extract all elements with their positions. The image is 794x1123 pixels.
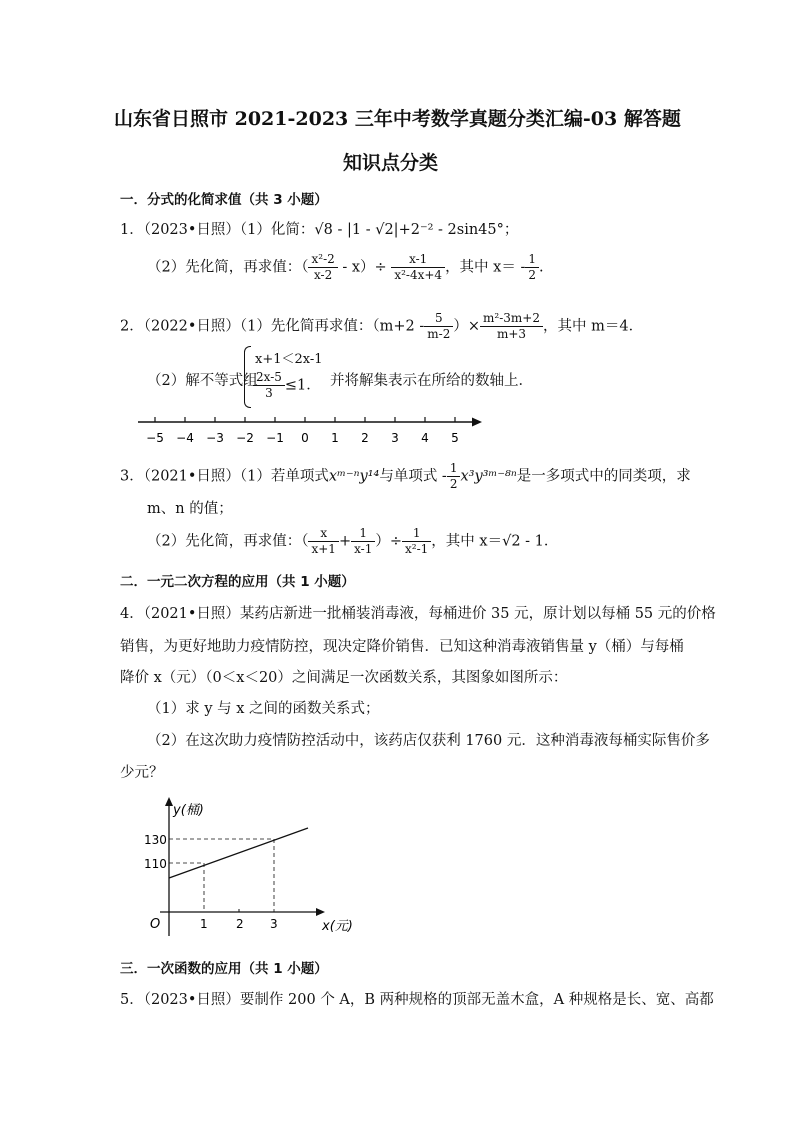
- q3-mid1: 与单项式 -: [379, 468, 447, 485]
- number-line-tick-label: 0: [301, 431, 309, 445]
- number-line-arrow: [472, 418, 482, 427]
- number-line-tick-label: −4: [176, 431, 194, 445]
- graph-x-label: x(元): [322, 919, 353, 934]
- q3-frac2: $\frac{1}{x-1}$: [351, 526, 375, 557]
- q4-line-4: （1）求 y 与 x 之间的函数关系式；: [147, 701, 380, 717]
- q1-line2: [147, 252, 544, 283]
- page-title-line2: 知识点分类: [343, 152, 439, 174]
- graph-y-arrow: [165, 797, 173, 806]
- q3-suffix2: ，其中 x＝√2 - 1．: [431, 533, 559, 550]
- number-line-tick-label: 2: [361, 431, 369, 445]
- q3-suffix1: 是一多项式中的同类项，求: [516, 468, 691, 485]
- number-line-tick-label: −1: [266, 431, 284, 445]
- q2-prefix: 2．（2022•日照）（1）先化简再求值：（m+2 -: [120, 318, 425, 335]
- q4-line-1: 4．（2021•日照）某药店新进一批桶装消毒液，每桶进价 35 元，原计划以每桶 55 元的价格: [120, 606, 716, 622]
- q4-line-6: 少元？: [120, 765, 164, 781]
- q3-frac3: $\frac{1}{\text{x²-1}}$: [402, 526, 431, 557]
- q1-part1-expr: √8 - |1 - √2|+2⁻² - 2sin45°；: [314, 222, 519, 238]
- q1-part2-prefix: （2）先化简，再求值：（: [147, 259, 309, 276]
- section-heading-2: 二．一元二次方程的应用（共 1 小题）: [120, 574, 355, 590]
- q2-ineq2-rest: ≤1．: [284, 377, 321, 394]
- number-line-tick-label: 3: [391, 431, 399, 445]
- q4-line-2: 销售，为更好地助力疫情防控，现决定降价销售．已知这种消毒液销售量 y（桶）与每桶: [120, 639, 684, 655]
- q1-value-frac: $\frac{1}{2}$: [525, 252, 539, 283]
- q1-end: .: [539, 259, 544, 276]
- q3-frac1: $\frac{x}{x+1}$: [308, 526, 338, 557]
- q2-ineq2-frac: $\frac{2x-5}{3}$: [253, 370, 285, 401]
- q3-mid2: ）÷: [375, 533, 403, 550]
- q3-line2: m、n 的值；: [147, 501, 233, 517]
- graph-x-tick-3: 3: [270, 917, 278, 931]
- q2-suffix: ，其中 m＝4．: [542, 318, 644, 335]
- q2-frac2: $\frac{\text{m²-3m+2}}{m+3}$: [480, 311, 543, 342]
- q3-line1: [120, 461, 691, 492]
- number-line: [130, 410, 490, 450]
- q1-mid: - x）÷: [342, 259, 387, 276]
- q4-line-5: （2）在这次助力疫情防控活动中，该药店仅获利 1760 元．这种消毒液每桶实际售价多: [147, 733, 710, 749]
- q3-plus: +: [338, 533, 352, 550]
- q3-monomial-1: xᵐ⁻ⁿy¹⁴: [328, 468, 380, 485]
- q2-system-brace: [244, 346, 251, 408]
- graph-x-tick-1: 1: [200, 917, 208, 931]
- number-line-tick-label: −2: [236, 431, 254, 445]
- q2-line1: [120, 311, 643, 342]
- graph-y-label: y(桶): [173, 803, 204, 818]
- q5-line-1: 5．（2023•日照）要制作 200 个 A，B 两种规格的顶部无盖木盒，A 种规格是长、宽、高都: [120, 992, 714, 1008]
- q2-part2-label: （2）解不等式组: [147, 373, 258, 389]
- q3-monomial-2: x³y³ᵐ⁻⁸ⁿ: [460, 468, 517, 485]
- q1-suffix: ，其中 x＝ -: [445, 259, 526, 276]
- graph-x-tick-2: 2: [236, 917, 244, 931]
- graph-y-tick-110: 110: [144, 857, 167, 871]
- q2-part2-suffix: 并将解集表示在所给的数轴上．: [330, 373, 533, 389]
- page-title-line1: 山东省日照市 2021-2023 三年中考数学真题分类汇编-03 解答题: [114, 108, 681, 130]
- q4-line-3: 降价 x（元）（0＜x＜20）之间满足一次函数关系，其图象如图所示：: [120, 670, 568, 686]
- number-line-tick-label: 4: [421, 431, 429, 445]
- q2-frac1: $\frac{5}{m-2}$: [424, 311, 453, 342]
- section-heading-1: 一．分式的化简求值（共 3 小题）: [120, 192, 328, 208]
- graph-y-tick-130: 130: [144, 833, 167, 847]
- q1-frac1: $\frac{\text{x²-2}}{x-2}$: [308, 252, 337, 283]
- section-heading-3: 三．一次函数的应用（共 1 小题）: [120, 961, 328, 977]
- q3-part2-prefix: （2）先化简，再求值：（: [147, 533, 309, 550]
- q2-mid: ）×: [453, 318, 481, 335]
- q3-coef-frac: $\frac{1}{2}$: [447, 461, 461, 492]
- q1-line1: [120, 218, 518, 239]
- q3-line3: [147, 526, 558, 557]
- graph-function-line: [169, 828, 308, 878]
- q2-inequality-2: [253, 370, 321, 401]
- graph-origin-label: O: [150, 917, 161, 932]
- number-line-tick-label: 1: [331, 431, 339, 445]
- q1-prefix: 1．（2023•日照）（1）化简：: [120, 222, 315, 238]
- q3-prefix: 3．（2021•日照）（1）若单项式: [120, 468, 329, 485]
- graph-x-arrow: [316, 908, 325, 916]
- q1-frac2: $\frac{x-1}{\text{x²-4x+4}}$: [391, 252, 445, 283]
- q2-inequality-1: x+1＜2x-1: [255, 352, 323, 367]
- q4-graph: [138, 792, 368, 942]
- number-line-tick-label: −5: [146, 431, 164, 445]
- number-line-tick-label: 5: [451, 431, 459, 445]
- number-line-tick-label: −3: [206, 431, 224, 445]
